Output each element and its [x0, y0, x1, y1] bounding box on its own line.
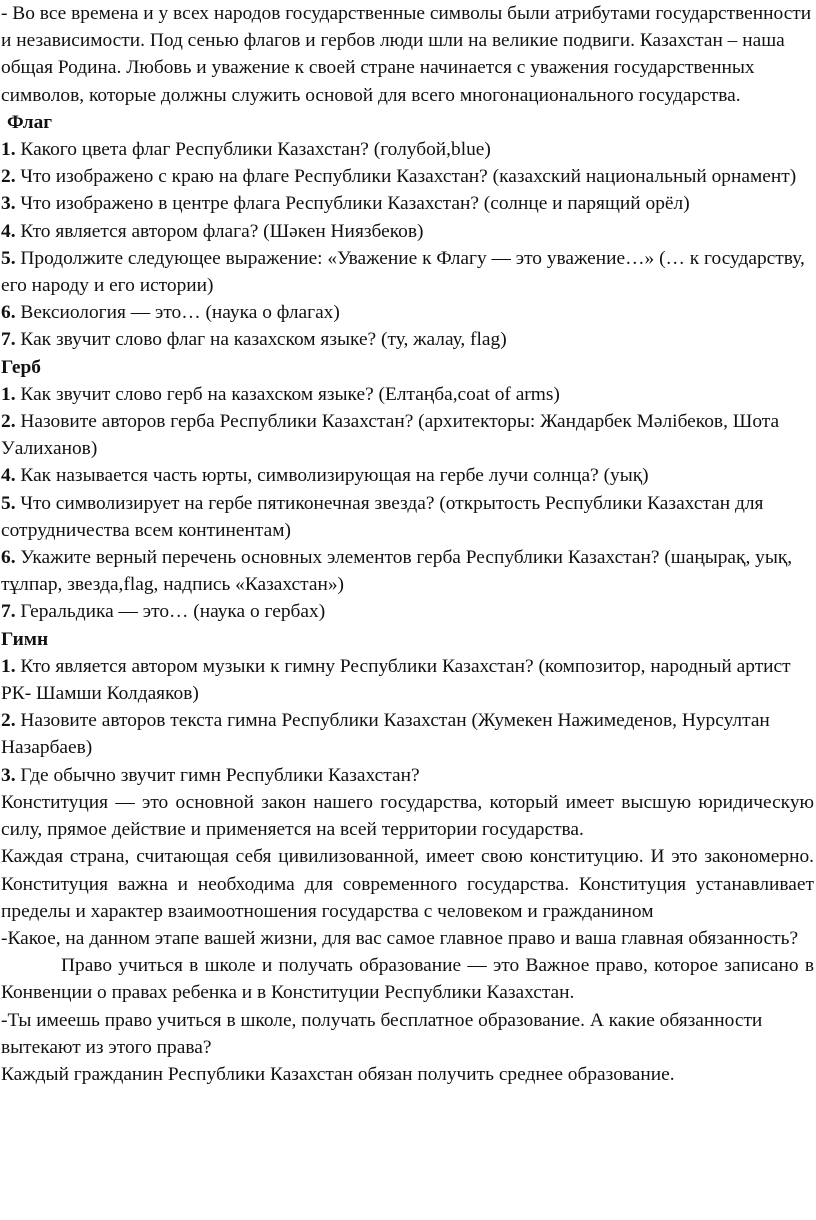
- question-number: 5.: [1, 492, 16, 514]
- anthem-heading: Гимн: [1, 628, 49, 650]
- intro-paragraph: - Во все времена и у всех народов государственные символы были атрибутами государственности и независимости. Под сенью флагов и гербов люди шли на великие подвиги. Казахстан – наша общая Родина. Любовь и уважение к своей стране начинается с уважения государственных символов, которые должны служить основой для всего многонационального государства.: [1, 3, 812, 106]
- question-number: 2.: [1, 411, 16, 433]
- question-text: Какого цвета флаг Республики Казахстан? (голубой,blue): [15, 139, 491, 161]
- flag-question-4: [1, 218, 814, 245]
- question-text: Вексиология — это… (наука о флагах): [15, 302, 340, 324]
- emblem-question-6: [1, 544, 814, 598]
- anthem-questions: [1, 653, 814, 789]
- question-text: Продолжите следующее выражение: «Уважение к Флагу — это уважение…» (… к государству, его народу и его истории): [1, 247, 805, 297]
- emblem-question-7: [1, 598, 814, 625]
- emblem-heading: Герб: [1, 356, 41, 378]
- flag-question-5: [1, 245, 814, 299]
- question-number: 7.: [1, 329, 16, 351]
- question-text: Что изображено в центре флага Республики Казахстан? (солнце и парящий орёл): [15, 193, 690, 215]
- question-text: Как звучит слово герб на казахском языке? (Елтаңба,coat of arms): [15, 383, 560, 405]
- constitution-importance: Каждая страна, считающая себя цивилизованной, имеет свою конституцию. И это закономерно. Конституция важна и необходима для современного государства. Конституция устанавливает пределы и характер взаимоотношения государства с человеком и гражданином: [1, 846, 814, 922]
- question-text: Как звучит слово флаг на казахском языке? (ту, жалау, flag): [15, 329, 507, 351]
- rights-question: -Какое, на данном этапе вашей жизни, для вас самое главное право и ваша главная обязанность?: [1, 927, 799, 949]
- emblem-questions: [1, 381, 814, 626]
- anthem-question-2: [1, 707, 814, 761]
- question-number: 3.: [1, 764, 16, 786]
- question-number: 2.: [1, 710, 16, 732]
- emblem-question-2: [1, 408, 814, 462]
- question-text: Что символизирует на гербе пятиконечная звезда? (открытость Республики Казахстан для сотрудничества всем континентам): [1, 492, 764, 541]
- flag-question-1: [1, 136, 814, 163]
- question-text: Геральдика — это… (наука о гербах): [15, 601, 326, 623]
- question-number: 7.: [1, 601, 16, 623]
- emblem-question-1: [1, 381, 814, 408]
- question-text: Кто является автором музыки к гимну Республики Казахстан? (композитор, народный артист РК- Шамши Колдаяков): [1, 655, 791, 705]
- question-number: 1.: [1, 655, 16, 677]
- question-number: 4.: [1, 465, 16, 487]
- question-number: 2.: [1, 166, 16, 188]
- flag-question-6: [1, 299, 814, 326]
- question-text: Укажите верный перечень основных элементов герба Республики Казахстан? (шаңырақ, уық, тұлпар, звезда,flag, надпись «Казахстан»): [1, 547, 793, 596]
- question-number: 4.: [1, 220, 16, 242]
- question-number: 6.: [1, 302, 16, 324]
- question-number: 1.: [1, 139, 16, 161]
- emblem-question-4: [1, 462, 814, 489]
- question-number: 6.: [1, 547, 16, 569]
- question-number: 1.: [1, 383, 16, 405]
- emblem-question-5: [1, 490, 814, 544]
- question-text: Кто является автором флага? (Шәкен Ниязбеков): [15, 220, 424, 242]
- question-text: Что изображено с краю на флаге Республики Казахстан? (казахский национальный орнамент): [15, 166, 797, 188]
- question-text: Назовите авторов герба Республики Казахстан? (архитекторы: Жандарбек Мәлібеков, Шота Уалиханов): [1, 411, 780, 460]
- question-number: 3.: [1, 193, 16, 215]
- flag-question-7: [1, 326, 814, 353]
- anthem-question-3: [1, 762, 814, 789]
- duty-statement: Каждый гражданин Республики Казахстан обязан получить среднее образование.: [1, 1063, 675, 1085]
- duties-question: -Ты имеешь право учиться в школе, получать бесплатное образование. А какие обязанности вытекают из этого права?: [1, 1009, 763, 1058]
- right-to-education: Право учиться в школе и получать образование — это Важное право, которое записано в Конвенции о правах ребенка и в Конституции Республики Казахстан.: [1, 955, 814, 1004]
- question-number: 5.: [1, 247, 16, 269]
- question-text: Где обычно звучит гимн Республики Казахстан?: [15, 764, 420, 786]
- flag-question-2: [1, 163, 814, 190]
- constitution-definition: Конституция — это основной закон нашего государства, который имеет высшую юридическую силу, прямое действие и применяется на всей территории государства.: [1, 791, 814, 841]
- flag-heading: Флаг: [7, 111, 53, 133]
- question-text: Как называется часть юрты, символизирующая на гербе лучи солнца? (уық): [15, 465, 649, 487]
- flag-question-3: [1, 190, 814, 217]
- question-text: Назовите авторов текста гимна Республики Казахстан (Жумекен Нажимеденов, Нурсултан Назарбаев): [1, 710, 770, 759]
- flag-questions: [1, 136, 814, 354]
- anthem-question-1: [1, 653, 814, 707]
